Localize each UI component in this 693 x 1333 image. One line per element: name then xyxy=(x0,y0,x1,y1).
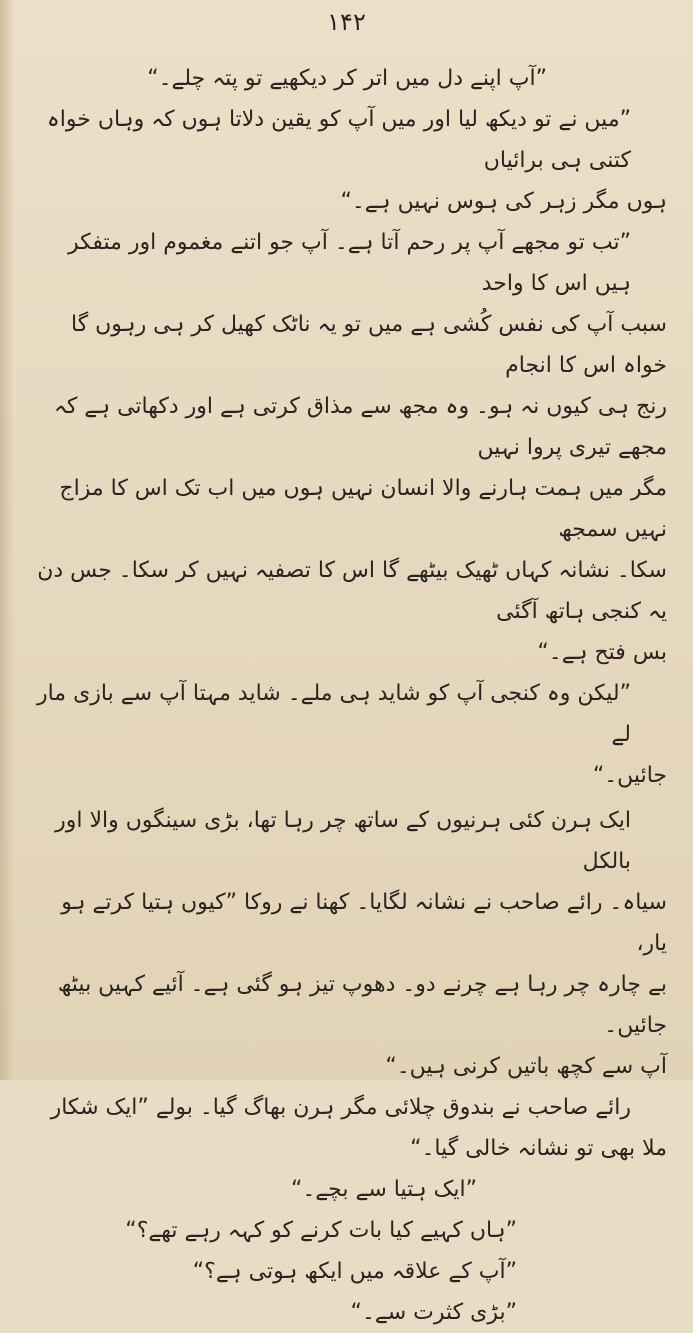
text-line: ”لیکن وہ کنجی آپ کو شاید ہی ملے۔ شاید مہتا آپ سے بازی مار لے xyxy=(36,681,631,747)
page-body-text xyxy=(30,58,667,1333)
text-line: بس فتح ہے۔“ xyxy=(537,640,667,665)
text-line: ایک ہرن کئی ہرنیوں کے ساتھ چر رہا تھا، بڑی سینگوں والا اور بالکل xyxy=(55,808,631,874)
page-number: ۱۴۲ xyxy=(327,8,366,36)
text-line: ”آپ اپنے دل میں اتر کر دیکھیے تو پتہ چلے۔“ xyxy=(147,66,547,91)
text-line: ملا بھی تو نشانہ خالی گیا۔“ xyxy=(410,1136,667,1161)
text-line: بے چارہ چر رہا ہے چرنے دو۔ دھوپ تیز ہو گئی ہے۔ آئیے کہیں بیٹھ جائیں۔ xyxy=(57,972,667,1038)
text-line: ”میں نے تو دیکھ لیا اور میں آپ کو یقین دلاتا ہوں کہ وہاں خواہ کتنی ہی برائیاں xyxy=(46,107,631,173)
text-line: سیاہ۔ رائے صاحب نے نشانہ لگایا۔ کھنا نے روکا ”کیوں ہتیا کرتے ہو یار، xyxy=(61,890,667,956)
text-line: سبب آپ کی نفس کُشی ہے میں تو یہ ناٹک کھیل کر ہی رہوں گا خواہ اس کا انجام xyxy=(70,312,667,378)
text-line: ہوں مگر زہر کی ہوس نہیں ہے۔“ xyxy=(340,189,667,214)
text-line: جائیں۔“ xyxy=(592,763,667,788)
text-line: ”ایک ہتیا سے بچے۔“ xyxy=(290,1177,477,1202)
text-line: ”ہاں کہیے کیا بات کرنے کو کہہ رہے تھے؟“ xyxy=(125,1218,517,1243)
text-line: ”آپ کے علاقہ میں ایکھ ہوتی ہے؟“ xyxy=(192,1259,517,1284)
text-line: رائے صاحب نے بندوق چلائی مگر ہرن بھاگ گیا۔ بولے ”ایک شکار xyxy=(50,1095,631,1120)
text-line: رنج ہی کیوں نہ ہو۔ وہ مجھ سے مذاق کرتی ہے اور دکھاتی ہے کہ مجھے تیری پروا نہیں xyxy=(53,394,667,460)
text-line: ”تب تو مجھے آپ پر رحم آتا ہے۔ آپ جو اتنے مغموم اور متفکر ہیں اس کا واحد xyxy=(68,230,631,296)
text-line: آپ سے کچھ باتیں کرنی ہیں۔“ xyxy=(385,1054,667,1079)
text-line: سکا۔ نشانہ کہاں ٹھیک بیٹھے گا اس کا تصفیہ نہیں کر سکا۔ جس دن یہ کنجی ہاتھ آگئی xyxy=(37,558,667,624)
text-line: مگر میں ہمت ہارنے والا انسان نہیں ہوں میں اب تک اس کا مزاج نہیں سمجھ xyxy=(59,476,667,542)
text-line: ”بڑی کثرت سے۔“ xyxy=(350,1300,517,1325)
